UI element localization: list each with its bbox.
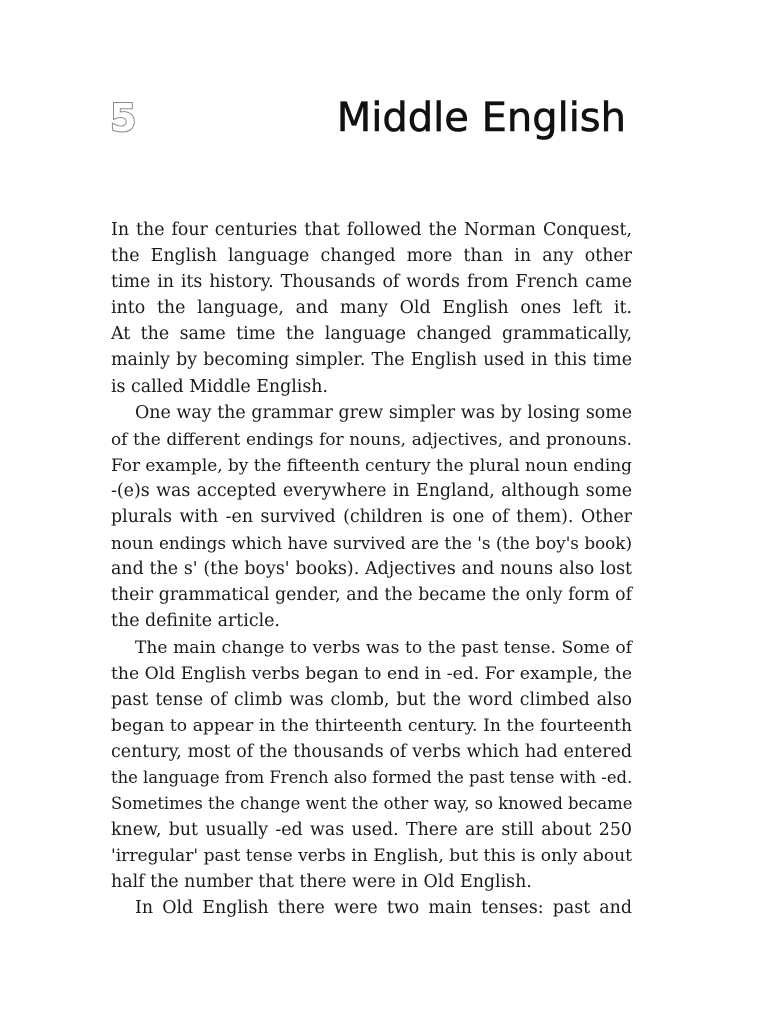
chapter-number: 5: [110, 96, 137, 140]
chapter-title: Middle English: [336, 95, 626, 141]
text-line: Sometimes the change went the other way, so knowed became: [111, 794, 633, 814]
paragraph-4: [111, 895, 632, 921]
text-line: their grammatical gender, and the became the only form of: [111, 585, 632, 606]
text-line: 'irregular' past tense verbs in English, but this is only about: [111, 846, 632, 867]
text-line: knew, but usually -ed was used. There are still about 250: [111, 820, 632, 841]
text-line: noun endings which have survived are the 's (the boy's book): [111, 533, 632, 554]
text-line: time in its history. Thousands of words from French came: [111, 272, 632, 293]
text-line: In Old English there were two main tenses: past and: [135, 898, 632, 919]
text-line: the definite article.: [111, 611, 280, 632]
text-line: is called Middle English.: [111, 376, 329, 397]
text-line: plurals with -en survived (children is one of them). Other: [111, 507, 632, 528]
text-line: At the same time the language changed grammatically,: [111, 324, 632, 345]
text-line: The main change to verbs was to the past tense. Some of: [135, 637, 632, 658]
paragraph-2: [111, 400, 632, 635]
paragraph-3: [111, 635, 632, 896]
text-line: began to appear in the thirteenth century. In the fourteenth: [111, 715, 632, 736]
text-line: and the s' (the boys' books). Adjectives and nouns also lost: [111, 559, 632, 580]
text-line: One way the grammar grew simpler was by losing some: [135, 402, 632, 423]
chapter-body: [111, 217, 632, 922]
text-line: mainly by becoming simpler. The English used in this time: [111, 350, 632, 371]
text-line: In the four centuries that followed the Norman Conquest,: [111, 220, 632, 240]
text-line: For example, by the fifteenth century the plural noun ending: [111, 454, 632, 475]
text-line: -(e)s was accepted everywhere in England, although some: [111, 480, 632, 501]
paragraph-1: [111, 217, 632, 400]
text-line: into the language, and many Old English ones left it.: [111, 298, 632, 319]
text-line: of the different endings for nouns, adjectives, and pronouns.: [111, 428, 632, 449]
text-line: half the number that there were in Old English.: [111, 872, 532, 893]
text-line: century, most of the thousands of verbs which had entered: [111, 741, 632, 762]
text-line: the English language changed more than in any other: [111, 246, 632, 267]
text-line: the language from French also formed the past tense with -ed.: [111, 767, 633, 787]
text-line: past tense of climb was clomb, but the word climbed also: [111, 689, 632, 710]
text-line: the Old English verbs began to end in -ed. For example, the: [111, 663, 632, 684]
